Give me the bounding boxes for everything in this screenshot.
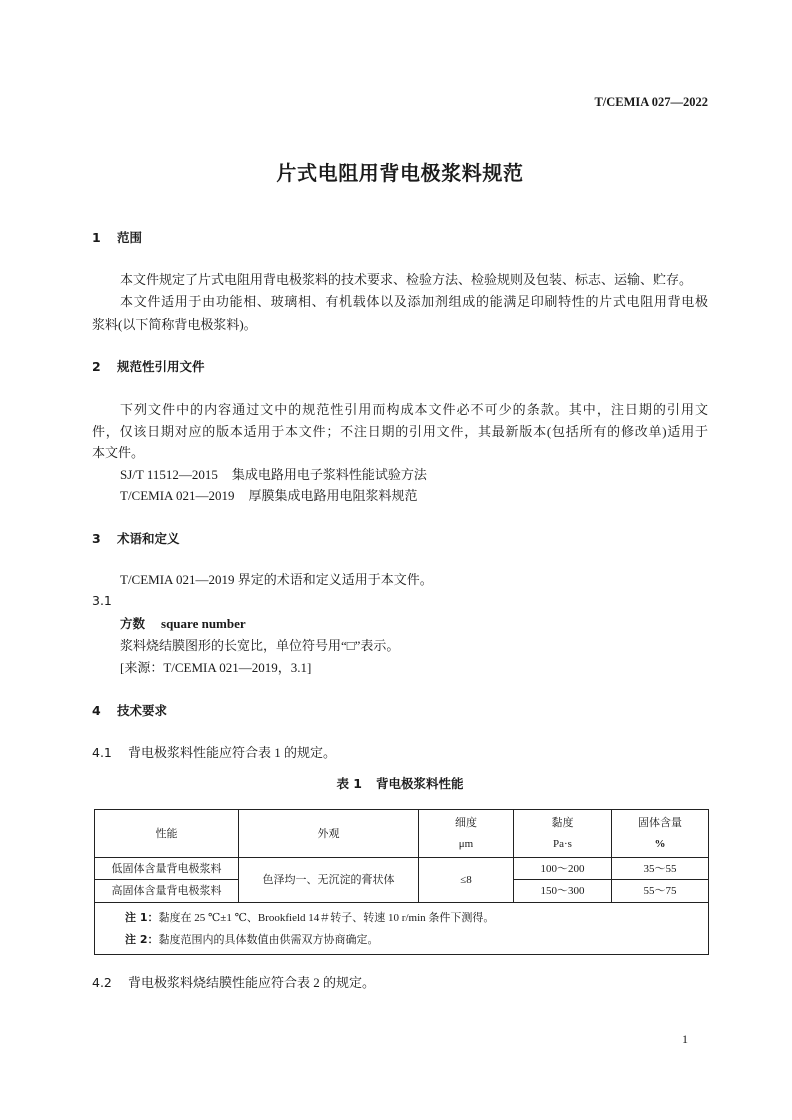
table-note bbox=[125, 907, 708, 929]
clause-number: 4.2 bbox=[92, 975, 112, 990]
note-text: 黏度范围内的具体数值由供需双方协商确定。 bbox=[158, 933, 379, 946]
paragraph-line: 本文件规定了片式电阻用背电极浆料的技术要求、检验方法、检验规则及包装、标志、运输、贮存。 bbox=[120, 272, 693, 287]
reference-entry bbox=[120, 465, 427, 485]
cell-viscosity: 150～300 bbox=[514, 880, 612, 903]
document-code: T/CEMIA 027—2022 bbox=[594, 95, 708, 109]
column-header-unit: % bbox=[654, 837, 666, 850]
clause-number: 4.1 bbox=[92, 745, 112, 760]
section-2-heading bbox=[92, 357, 205, 377]
column-header-unit: μm bbox=[458, 837, 474, 850]
clause-text: 背电极浆料烧结膜性能应符合表 2 的规定。 bbox=[128, 975, 376, 990]
section-number: 4 bbox=[92, 703, 101, 718]
column-header-label: 外观 bbox=[317, 827, 340, 840]
column-header-property bbox=[95, 810, 239, 858]
paragraph-line: 本文件。 bbox=[92, 445, 145, 460]
reference-title: 厚膜集成电路用电阻浆料规范 bbox=[248, 488, 418, 503]
note-label: 注 2： bbox=[125, 932, 159, 946]
term-name-english: square number bbox=[161, 616, 246, 631]
column-header-label: 性能 bbox=[155, 827, 178, 840]
term-source: [来源：T/CEMIA 021—2019，3.1] bbox=[120, 660, 312, 675]
clause-4-2 bbox=[92, 973, 375, 993]
paragraph-line: T/CEMIA 021—2019 界定的术语和定义适用于本文件。 bbox=[120, 572, 433, 587]
section-title: 技术要求 bbox=[117, 703, 168, 718]
note-label: 注 1： bbox=[125, 910, 159, 924]
clause-4-1 bbox=[92, 743, 336, 763]
section-number: 2 bbox=[92, 359, 101, 374]
cell-solid-content: 55～75 bbox=[612, 880, 709, 903]
column-header-appearance bbox=[239, 810, 419, 858]
reference-code: T/CEMIA 021—2019 bbox=[120, 488, 235, 503]
cell-fineness: ≤8 bbox=[419, 858, 514, 903]
note-text: 黏度在 25 ℃±1 ℃、Brookfield 14＃转子、转速 10 r/min 条件下测得。 bbox=[158, 911, 495, 924]
reference-title: 集成电路用电子浆料性能试验方法 bbox=[231, 467, 427, 482]
cell-solid-content: 35～55 bbox=[612, 858, 709, 880]
cell-property: 低固体含量背电极浆料 bbox=[95, 858, 239, 880]
section-1-heading bbox=[92, 228, 142, 248]
table-1 bbox=[94, 809, 709, 955]
column-header-label: 细度 bbox=[455, 816, 477, 829]
table-title: 背电极浆料性能 bbox=[376, 776, 464, 791]
section-number: 1 bbox=[92, 230, 101, 245]
section-number: 3 bbox=[92, 531, 101, 546]
term-number: 3.1 bbox=[92, 593, 112, 608]
page-number: 1 bbox=[682, 1032, 688, 1046]
section-title: 规范性引用文件 bbox=[117, 359, 205, 374]
reference-code: SJ/T 11512—2015 bbox=[120, 467, 218, 482]
column-header-viscosity bbox=[514, 810, 612, 858]
section-4-heading bbox=[92, 701, 167, 721]
section-title: 范围 bbox=[117, 230, 143, 245]
term-name-chinese: 方数 bbox=[120, 616, 146, 631]
table-row bbox=[95, 858, 709, 880]
table-note bbox=[125, 929, 708, 951]
column-header-label: 固体含量 bbox=[638, 816, 682, 829]
page-title: 片式电阻用背电极浆料规范 bbox=[276, 161, 524, 185]
table-caption bbox=[92, 774, 708, 794]
cell-viscosity: 100～200 bbox=[514, 858, 612, 880]
paragraph-line: 浆料(以下简称背电极浆料)。 bbox=[92, 317, 257, 332]
column-header-fineness bbox=[419, 810, 514, 858]
table-header-row bbox=[95, 810, 709, 858]
table-label: 表 1 bbox=[336, 776, 363, 791]
cell-appearance: 色泽均一、无沉淀的膏状体 bbox=[239, 858, 419, 903]
clause-text: 背电极浆料性能应符合表 1 的规定。 bbox=[128, 745, 337, 760]
table-notes bbox=[95, 903, 709, 955]
table-notes-row bbox=[95, 903, 709, 955]
term-entry bbox=[120, 614, 246, 634]
column-header-solid-content bbox=[612, 810, 709, 858]
reference-entry bbox=[120, 486, 418, 506]
paragraph-line: 件，仅该日期对应的版本适用于本文件；不注日期的引用文件，其最新版本(包括所有的修改单)适用于 bbox=[92, 424, 708, 439]
column-header-label: 黏度 bbox=[551, 816, 574, 829]
section-3-heading bbox=[92, 529, 180, 549]
section-title: 术语和定义 bbox=[117, 531, 180, 546]
paragraph-line: 本文件适用于由功能相、玻璃相、有机载体以及添加剂组成的能满足印刷特性的片式电阻用背电极 bbox=[120, 294, 708, 309]
column-header-unit: Pa·s bbox=[553, 837, 572, 850]
term-definition: 浆料烧结膜图形的长宽比，单位符号用“□”表示。 bbox=[120, 638, 400, 653]
cell-property: 高固体含量背电极浆料 bbox=[95, 880, 239, 903]
paragraph-line: 下列文件中的内容通过文中的规范性引用而构成本文件必不可少的条款。其中，注日期的引用文 bbox=[120, 402, 708, 417]
